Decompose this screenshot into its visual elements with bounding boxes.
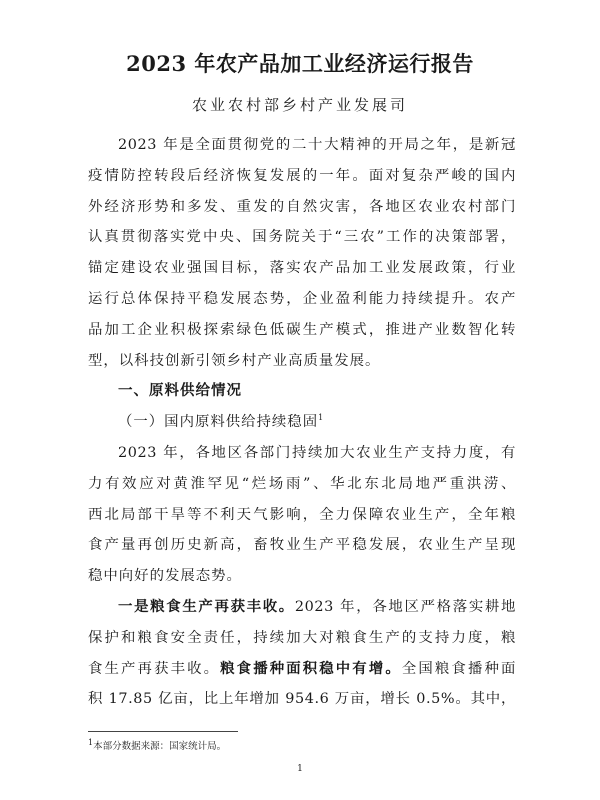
paragraph-line: 锚定建设农业强国目标，落实农产品加工业发展政策，行业 <box>88 260 516 277</box>
bold-lead-phrase: 粮食播种面积稳中有增。 <box>220 660 402 677</box>
paragraph-line: 食产量再创历史新高，畜牧业生产平稳发展，农业生产呈现 <box>88 537 516 554</box>
grain-harvest-paragraph <box>88 592 516 715</box>
paragraph-line: 疫情防控转段后经济恢复发展的一年。面对复杂严峻的国内 <box>88 167 516 184</box>
subsection-heading <box>88 407 516 438</box>
paragraph-line: 外经济形势和多发、重发的自然灾害，各地区农业农村部门 <box>88 198 516 215</box>
paragraph-text: 2023 年，各地区严格落实耕地 <box>294 598 516 615</box>
footnote-mark: 1 <box>88 737 94 747</box>
paragraph-line: 稳中向好的发展态势。 <box>88 568 242 585</box>
footnote-divider <box>88 731 238 732</box>
section-heading: 一、原料供给情况 <box>118 383 242 400</box>
bold-lead-phrase: 一是粮食生产再获丰收。 <box>118 598 295 615</box>
paragraph-text: 全国粮食播种面 <box>401 660 516 677</box>
document-title: 2023 年农产品加工业经济运行报告 <box>126 51 474 76</box>
paragraph-line: 保护和粮食安全责任，持续加大对粮食生产的支持力度，粮 <box>88 629 516 646</box>
paragraph-line: 2023 年是全面贯彻党的二十大精神的开局之年，是新冠 <box>118 137 516 153</box>
document-body <box>88 130 516 715</box>
paragraph-line: 力有效应对黄淮罕见“烂场雨”、华北东北局地严重洪涝、 <box>88 475 516 492</box>
paragraph-line: 积 17.85 亿亩，比上年增加 954.6 万亩，增长 0.5%。其中， <box>88 691 516 708</box>
intro-paragraph <box>88 130 516 376</box>
document-author: 农业农村部乡村产业发展司 <box>191 96 408 114</box>
paragraph-line: 认真贯彻落实党中央、国务院关于“三农”工作的决策部署， <box>88 229 516 246</box>
footnote-reference[interactable]: 1 <box>318 413 325 423</box>
paragraph-line: 型，以科技创新引领乡村产业高质量发展。 <box>88 352 381 369</box>
paragraph-line: 运行总体保持平稳发展态势，企业盈利能力持续提升。农产 <box>88 290 516 307</box>
page-number: 1 <box>297 764 303 774</box>
paragraph-line: 品加工企业积极探索绿色低碳生产模式，推进产业数智化转 <box>88 321 516 338</box>
paragraph-line <box>88 592 516 623</box>
paragraph-line: 西北局部干旱等不利天气影响，全力保障农业生产，全年粮 <box>88 506 516 523</box>
footnote <box>88 738 226 752</box>
paragraph-line: 2023 年，各地区各部门持续加大农业生产支持力度，有 <box>118 444 516 461</box>
subsection-heading-text: （一）国内原料供给持续稳固 <box>118 414 319 431</box>
paragraph-text: 食生产再获丰收。 <box>88 660 221 677</box>
grain-supply-paragraph <box>88 438 516 592</box>
footnote-text: 本部分数据来源：国家统计局。 <box>93 741 227 752</box>
paragraph-line <box>88 654 516 685</box>
